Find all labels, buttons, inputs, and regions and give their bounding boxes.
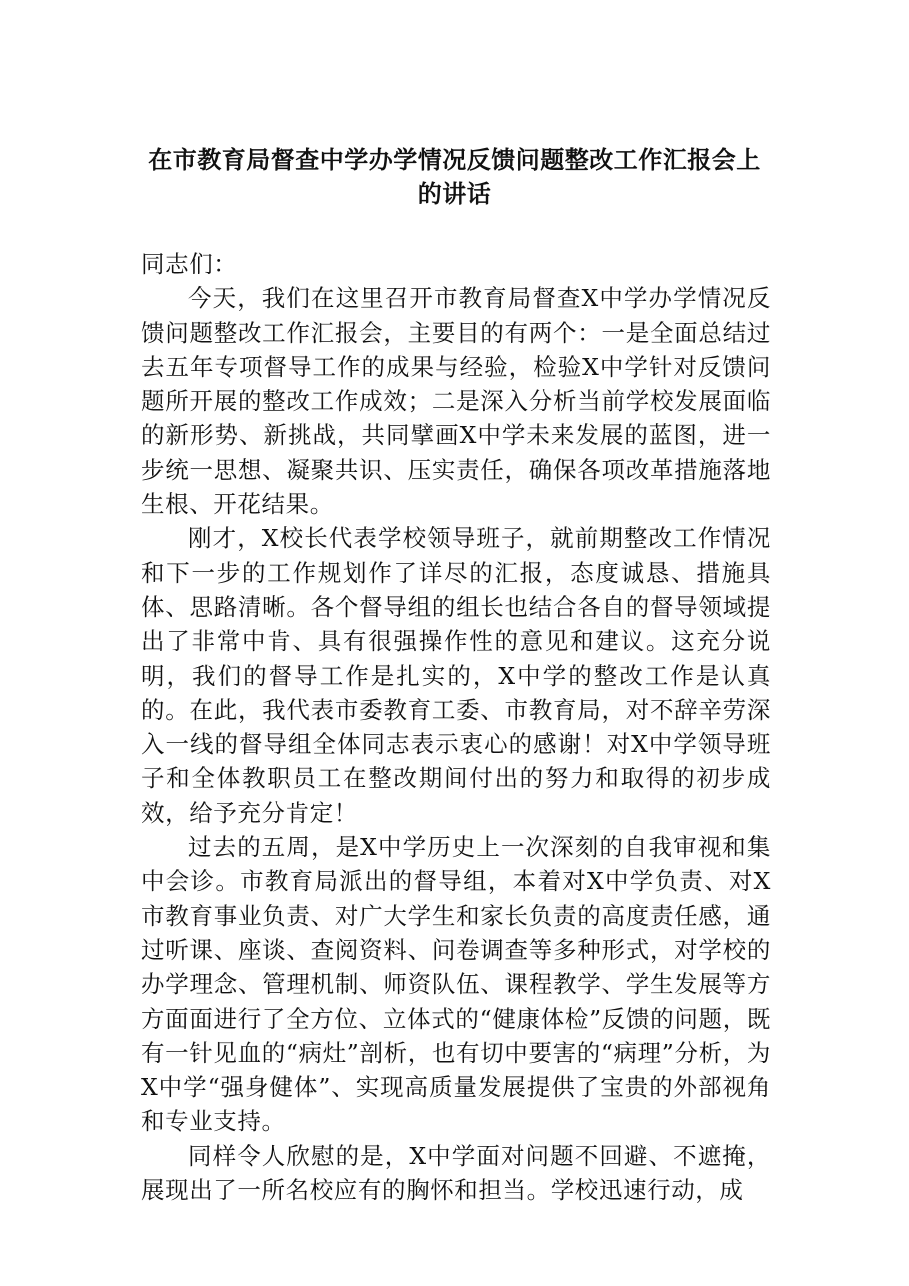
title-line-1: 在市教育局督查中学办学情况反馈问题整改工作汇报会上: [148, 145, 761, 174]
paragraph-2: 刚才，X校长代表学校领导班子，就前期整改工作情况和下一步的工作规划作了详尽的汇报，态度诚恳、措施具体、思路清晰。各个督导组的组长也结合各自的督导领域提出了非常中肯、具有很强操作性的意见和建议。这充分说明，我们的督导工作是扎实的，X中学的整改工作是认真的。在此，我代表市委教育工委、市教育局，对不辞辛劳深入一线的督导组全体同志表示衷心的感谢！对X中学领导班子和全体教职员工在整改期间付出的努力和取得的初步成效，给予充分肯定！: [141, 524, 771, 827]
paragraph-1: 今天，我们在这里召开市教育局督查X中学办学情况反馈问题整改工作汇报会，主要目的有两个：一是全面总结过去五年专项督导工作的成果与经验，检验X中学针对反馈问题所开展的整改工作成效；二是深入分析当前学校发展面临的新形势、新挑战，共同擘画X中学未来发展的蓝图，进一步统一思想、凝聚共识、压实责任，确保各项改革措施落地生根、开花结果。: [141, 284, 771, 519]
paragraph-3: 过去的五周，是X中学历史上一次深刻的自我审视和集中会诊。市教育局派出的督导组，本着对X中学负责、对X市教育事业负责、对广大学生和家长负责的高度责任感，通过听课、座谈、查阅资料、问卷调查等多种形式，对学校的办学理念、管理机制、师资队伍、课程教学、学生发展等方方面面进行了全方位、立体式的“健康体检”反馈的问题，既有一针见血的“病灶”剖析，也有切中要害的“病理”分析，为X中学“强身健体”、实现高质量发展提供了宝贵的外部视角和专业支持。: [141, 833, 771, 1136]
paragraph-4: 同样令人欣慰的是，X中学面对问题不回避、不遮掩，展现出了一所名校应有的胸怀和担当。学校迅速行动，成: [141, 1141, 771, 1205]
title-line-2: 的讲话: [417, 179, 492, 208]
salutation: 同志们：: [141, 250, 238, 278]
document-body: [141, 247, 771, 1207]
document-title: [140, 143, 769, 211]
